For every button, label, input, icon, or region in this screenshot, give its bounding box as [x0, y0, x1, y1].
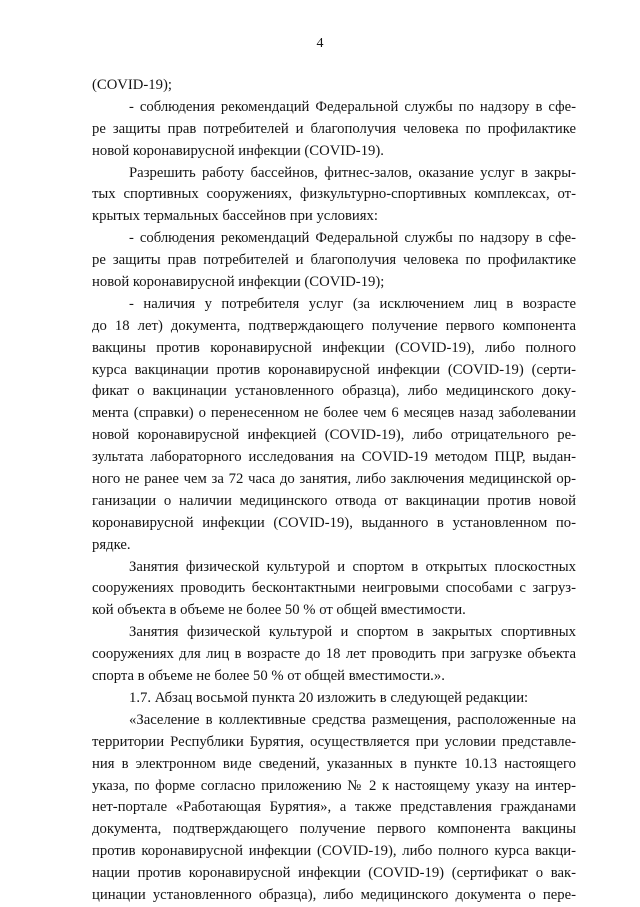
text-line: Занятия физической культурой и спортом в открытых плоскостных [129, 558, 576, 575]
text-line: крытых термальных бассейнов при условиях: [92, 208, 378, 225]
text-line: ре защиты прав потребителей и благополучия человека по профилактике [92, 252, 576, 269]
text-line: новой коронавирусной инфекции (COVID-19). [92, 142, 384, 159]
text-line: Занятия физической культурой и спортом в закрытых спортивных [129, 624, 576, 641]
text-line: сооружениях проводить бесконтактными неигровыми способами с загруз- [92, 580, 576, 597]
text-line: ния в электронном виде сведений, указанных в пункте 10.13 настоящего [92, 755, 576, 772]
text-line: нации против коронавирусной инфекции (COVID-19) (сертификат о вак- [92, 865, 576, 882]
text-line: курса вакцинации против коронавирусной инфекции (COVID-19) (серти- [92, 361, 576, 378]
text-line: против коронавирусной инфекции (COVID-19), либо полного курса вакци- [92, 843, 576, 860]
text-line: ного не ранее чем за 72 часа до занятия, либо заключения медицинской ор- [92, 471, 576, 488]
text-line: Разрешить работу бассейнов, фитнес-залов, оказание услуг в закры- [129, 164, 576, 181]
text-line: мента (справки) о перенесенном не более чем 6 месяцев назад заболевании [92, 405, 576, 422]
text-line: кой объекта в объеме не более 50 % от общей вместимости. [92, 602, 466, 619]
text-line: указа, по форме согласно приложению № 2 к настоящему указу на интер- [92, 777, 576, 794]
text-line: вакцины против коронавирусной инфекции (COVID-19), либо полного [92, 339, 576, 356]
text-line: документа, подтверждающего получение первого компонента вакцины [92, 821, 576, 838]
text-line: - наличия у потребителя услуг (за исключением лиц в возрасте [129, 295, 576, 312]
text-line: территории Республики Бурятия, осуществляется при условии представле- [92, 733, 576, 750]
text-line: - соблюдения рекомендаций Федеральной службы по надзору в сфе- [129, 230, 576, 247]
text-line: новой коронавирусной инфекции (COVID-19); [92, 274, 385, 291]
page-number: 4 [316, 36, 324, 51]
text-line: (COVID-19); [92, 77, 172, 93]
text-line: рядке. [92, 536, 131, 553]
text-line: «Заселение в коллективные средства размещения, расположенные на [129, 711, 576, 728]
text-line: цинации установленного образца), либо медицинского документа о пере- [92, 886, 576, 903]
document-body [92, 75, 576, 907]
text-line: коронавирусной инфекции (COVID-19), выданного в установленном по- [92, 514, 576, 531]
text-line: сооружениях для лиц в возрасте до 18 лет проводить при загрузке объекта [92, 646, 576, 663]
text-line: - соблюдения рекомендаций Федеральной службы по надзору в сфе- [129, 98, 576, 115]
text-line: ганизации о наличии медицинского отвода от вакцинации против новой [92, 492, 576, 509]
text-line: до 18 лет) документа, подтверждающего получение первого компонента [92, 317, 576, 334]
text-line: ре защиты прав потребителей и благополучия человека по профилактике [92, 120, 576, 137]
text-line: тых спортивных сооружениях, физкультурно-спортивных комплексах, от- [92, 186, 576, 203]
text-line: фикат о вакцинации установленного образца), либо медицинского доку- [92, 383, 576, 400]
text-line: новой коронавирусной инфекцией (COVID-19), либо отрицательного ре- [92, 427, 576, 444]
text-line: 1.7. Абзац восьмой пункта 20 изложить в следующей редакции: [129, 689, 529, 706]
text-line: зультата лабораторного исследования на COVID-19 методом ПЦР, выдан- [92, 449, 576, 466]
text-line: нет-портале «Работающая Бурятия», а также представления гражданами [92, 799, 576, 816]
text-line: спорта в объеме не более 50 % от общей вместимости.». [92, 668, 445, 685]
